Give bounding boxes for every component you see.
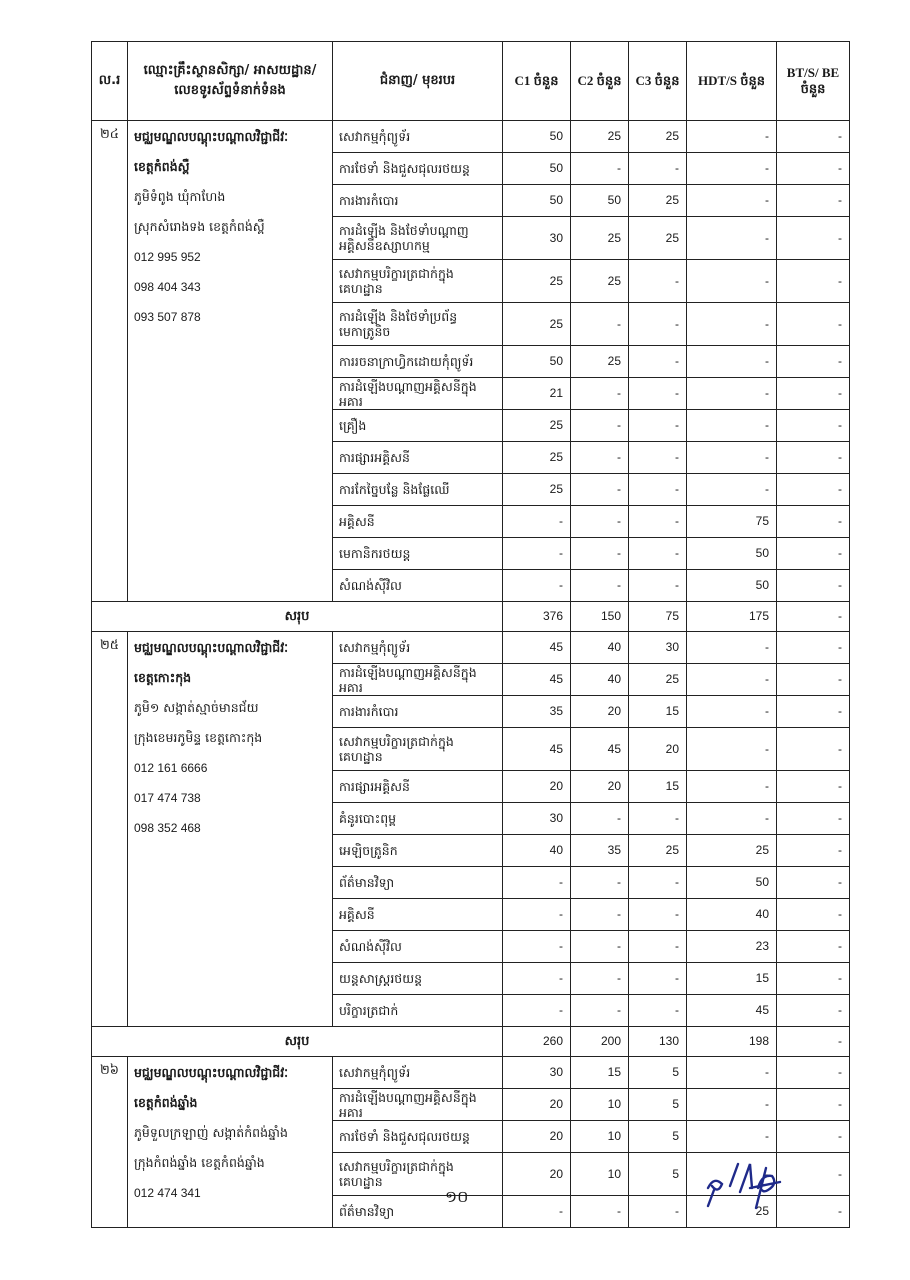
c3-count: 15 (629, 771, 687, 803)
bt-count: - (777, 931, 850, 963)
institution-cell (128, 121, 333, 602)
c1-count: 35 (503, 696, 571, 728)
c2-count: - (571, 538, 629, 570)
c3-count: - (629, 260, 687, 303)
training-table (91, 41, 850, 1228)
skill-cell: អគ្គិសនី (333, 899, 503, 931)
c2-count: - (571, 931, 629, 963)
hdt-count: - (687, 378, 777, 410)
c1-count: 40 (503, 835, 571, 867)
row-index: ២៤ (92, 121, 128, 602)
skill-cell: សេវាកម្មបរិក្ខារត្រជាក់ក្នុងគេហដ្ឋាន (333, 260, 503, 303)
c2-count: - (571, 378, 629, 410)
phone-number: 012 161 6666 (134, 761, 208, 775)
bt-count: - (777, 1153, 850, 1196)
hdt-count: - (687, 1057, 777, 1089)
c2-count: 20 (571, 696, 629, 728)
c2-count: - (571, 995, 629, 1027)
bt-count: - (777, 378, 850, 410)
c2-count: - (571, 442, 629, 474)
skill-cell: បរិក្ខារត្រជាក់ (333, 995, 503, 1027)
c1-count: 45 (503, 728, 571, 771)
bt-count: - (777, 442, 850, 474)
c3-count: - (629, 153, 687, 185)
bt-count: - (777, 867, 850, 899)
bt-count: - (777, 121, 850, 153)
c3-count: - (629, 303, 687, 346)
bt-count: - (777, 346, 850, 378)
phone-number: 012 474 341 (134, 1186, 201, 1200)
c1-count: 45 (503, 664, 571, 696)
c2-count: - (571, 410, 629, 442)
c3-count: - (629, 963, 687, 995)
hdt-count: - (687, 346, 777, 378)
c1-count: 30 (503, 217, 571, 260)
c3-count: - (629, 867, 687, 899)
address-line: ស្រុកសំរោងទង ខេត្តកំពង់ស្ពឺ (134, 219, 265, 234)
c3-count: - (629, 378, 687, 410)
institution-name: ខេត្តកំពង់ឆ្នាំង (134, 1095, 198, 1110)
bt-count: - (777, 260, 850, 303)
table-row (92, 121, 850, 153)
c1-count: - (503, 931, 571, 963)
header-hdt: HDT/S ចំនួន (687, 42, 777, 121)
c2-count: 25 (571, 121, 629, 153)
c2-count: - (571, 506, 629, 538)
c2-count: - (571, 570, 629, 602)
c1-count: - (503, 570, 571, 602)
c1-count: - (503, 538, 571, 570)
total-hdt: 175 (687, 602, 777, 632)
c1-count: 20 (503, 1089, 571, 1121)
c1-count: - (503, 1196, 571, 1228)
hdt-count: - (687, 771, 777, 803)
c3-count: - (629, 506, 687, 538)
skill-cell: អេឡិចត្រូនិក (333, 835, 503, 867)
bt-count: - (777, 1196, 850, 1228)
bt-count: - (777, 538, 850, 570)
c2-count: 45 (571, 728, 629, 771)
c2-count: 25 (571, 346, 629, 378)
c1-count: - (503, 506, 571, 538)
hdt-count: - (687, 185, 777, 217)
total-label: សរុប (92, 1027, 503, 1057)
hdt-count: - (687, 217, 777, 260)
c2-count: - (571, 867, 629, 899)
bt-count: - (777, 1089, 850, 1121)
c1-count: 20 (503, 1153, 571, 1196)
institution-cell (128, 1057, 333, 1228)
institution-name: មជ្ឈមណ្ឌលបណ្តុះបណ្តាលវិជ្ជាជីវៈ (134, 129, 289, 144)
c3-count: - (629, 931, 687, 963)
hdt-count: - (687, 1089, 777, 1121)
c3-count: 25 (629, 121, 687, 153)
header-institution: ឈ្មោះគ្រឹះស្ថានសិក្សា/ អាសយដ្ឋាន/ លេខទូរស័ព្ទទំនាក់ទំនង (128, 42, 333, 121)
c3-count: 25 (629, 835, 687, 867)
skill-cell: ការកែច្នៃបន្លែ និងផ្លែឈើ (333, 474, 503, 506)
table-row (92, 1057, 850, 1089)
institution-name: មជ្ឈមណ្ឌលបណ្តុះបណ្តាលវិជ្ជាជីវៈ (134, 1065, 289, 1080)
c3-count: 5 (629, 1089, 687, 1121)
bt-count: - (777, 1057, 850, 1089)
c2-count: 35 (571, 835, 629, 867)
hdt-count: - (687, 1121, 777, 1153)
bt-count: - (777, 185, 850, 217)
header-no: ល.រ (92, 42, 128, 121)
c2-count: 25 (571, 260, 629, 303)
c2-count: 20 (571, 771, 629, 803)
c1-count: 25 (503, 442, 571, 474)
c3-count: 25 (629, 664, 687, 696)
document-page (91, 41, 849, 1228)
c3-count: 5 (629, 1121, 687, 1153)
c3-count: - (629, 803, 687, 835)
c1-count: 25 (503, 260, 571, 303)
c3-count: - (629, 442, 687, 474)
c1-count: 30 (503, 1057, 571, 1089)
hdt-count: - (687, 442, 777, 474)
hdt-count: - (687, 121, 777, 153)
header-skill: ជំនាញ/ មុខរបរ (333, 42, 503, 121)
table-header-row (92, 42, 850, 121)
hdt-count: - (687, 410, 777, 442)
c3-count: - (629, 899, 687, 931)
hdt-count: - (687, 303, 777, 346)
c2-count: - (571, 153, 629, 185)
hdt-count: 40 (687, 899, 777, 931)
phone-number: 098 404 343 (134, 280, 201, 294)
c1-count: 50 (503, 185, 571, 217)
c1-count: 50 (503, 346, 571, 378)
c2-count: 40 (571, 664, 629, 696)
skill-cell: ព័ត៌មានវិទ្យា (333, 867, 503, 899)
c1-count: - (503, 867, 571, 899)
c1-count: - (503, 963, 571, 995)
total-c1: 260 (503, 1027, 571, 1057)
bt-count: - (777, 771, 850, 803)
c2-count: - (571, 899, 629, 931)
bt-count: - (777, 963, 850, 995)
bt-count: - (777, 1121, 850, 1153)
c3-count: 20 (629, 728, 687, 771)
c3-count: 30 (629, 632, 687, 664)
skill-cell: ការផ្សារអគ្គិសនី (333, 771, 503, 803)
skill-cell: គំនូរបោះពុម្ព (333, 803, 503, 835)
c1-count: 50 (503, 121, 571, 153)
hdt-count: 50 (687, 538, 777, 570)
header-bt: BT/S/ BE ចំនួន (777, 42, 850, 121)
bt-count: - (777, 303, 850, 346)
hdt-count: 50 (687, 867, 777, 899)
c3-count: - (629, 346, 687, 378)
bt-count: - (777, 506, 850, 538)
bt-count: - (777, 632, 850, 664)
hdt-count: - (687, 1153, 777, 1196)
hdt-count: - (687, 260, 777, 303)
skill-cell: សេវាកម្មបរិក្ខារត្រជាក់ក្នុងគេហដ្ឋាន (333, 1153, 503, 1196)
hdt-count: 25 (687, 1196, 777, 1228)
bt-count: - (777, 835, 850, 867)
c3-count: - (629, 995, 687, 1027)
c2-count: 50 (571, 185, 629, 217)
c1-count: 25 (503, 303, 571, 346)
skill-cell: ការងារកំបោរ (333, 185, 503, 217)
skill-cell: ការផ្សារអគ្គិសនី (333, 442, 503, 474)
c2-count: 10 (571, 1153, 629, 1196)
header-c1: C1 ចំនួន (503, 42, 571, 121)
c2-count: - (571, 474, 629, 506)
c1-count: 45 (503, 632, 571, 664)
skill-cell: ការថែទាំ និងជួសជុលរថយន្ត (333, 1121, 503, 1153)
c2-count: 25 (571, 217, 629, 260)
skill-cell: សេវាកម្មកុំព្យូទ័រ (333, 1057, 503, 1089)
c1-count: - (503, 995, 571, 1027)
row-index: ២៦ (92, 1057, 128, 1228)
phone-number: 012 995 952 (134, 250, 201, 264)
skill-cell: ការដំឡើង និងថែទាំប្រព័ន្ធមេកាត្រូនិច (333, 303, 503, 346)
total-c2: 200 (571, 1027, 629, 1057)
bt-count: - (777, 728, 850, 771)
c3-count: - (629, 1196, 687, 1228)
table-row (92, 632, 850, 664)
bt-count: - (777, 899, 850, 931)
row-index: ២៥ (92, 632, 128, 1027)
bt-count: - (777, 570, 850, 602)
total-c3: 130 (629, 1027, 687, 1057)
c1-count: 21 (503, 378, 571, 410)
bt-count: - (777, 995, 850, 1027)
c1-count: 25 (503, 410, 571, 442)
bt-count: - (777, 474, 850, 506)
skill-cell: អគ្គិសនី (333, 506, 503, 538)
hdt-count: - (687, 474, 777, 506)
hdt-count: - (687, 696, 777, 728)
c3-count: - (629, 570, 687, 602)
c1-count: 20 (503, 1121, 571, 1153)
total-hdt: 198 (687, 1027, 777, 1057)
c3-count: - (629, 538, 687, 570)
total-c3: 75 (629, 602, 687, 632)
c2-count: 10 (571, 1089, 629, 1121)
skill-cell: ព័ត៌មានវិទ្យា (333, 1196, 503, 1228)
hdt-count: 25 (687, 835, 777, 867)
skill-cell: មេកានិករថយន្ត (333, 538, 503, 570)
bt-count: - (777, 410, 850, 442)
c3-count: 5 (629, 1057, 687, 1089)
hdt-count: 50 (687, 570, 777, 602)
signature-icon (700, 1148, 820, 1218)
institution-name: មជ្ឈមណ្ឌលបណ្តុះបណ្តាលវិជ្ជាជីវៈ (134, 640, 289, 655)
address-line: ភូមិ១ សង្កាត់ស្មាច់មានជ័យ (134, 700, 259, 715)
table-body (92, 121, 850, 1228)
c2-count: 40 (571, 632, 629, 664)
hdt-count: - (687, 664, 777, 696)
skill-cell: ការងារកំបោរ (333, 696, 503, 728)
bt-count: - (777, 664, 850, 696)
skill-cell: យន្តសាស្ត្ររថយន្ត (333, 963, 503, 995)
phone-number: 098 352 468 (134, 821, 201, 835)
c3-count: 25 (629, 185, 687, 217)
skill-cell: គ្រឿង (333, 410, 503, 442)
total-label: សរុប (92, 602, 503, 632)
c1-count: - (503, 899, 571, 931)
institution-name: ខេត្តកោះកុង (134, 670, 192, 685)
institution-cell (128, 632, 333, 1027)
hdt-count: 75 (687, 506, 777, 538)
c2-count: 15 (571, 1057, 629, 1089)
total-bt: - (777, 1027, 850, 1057)
phone-number: 017 474 738 (134, 791, 201, 805)
skill-cell: ការដំឡើងបណ្តាញអគ្គិសនីក្នុងអគារ (333, 664, 503, 696)
page-number: ១០ (445, 1187, 469, 1206)
bt-count: - (777, 803, 850, 835)
c3-count: - (629, 474, 687, 506)
address-line: ក្រុងកំពង់ឆ្នាំង ខេត្តកំពង់ឆ្នាំង (134, 1155, 265, 1170)
skill-cell: ការរចនាក្រាហ្វិកដោយកុំព្យូទ័រ (333, 346, 503, 378)
address-line: ភូមិទួលក្រឡាញ់ សង្កាត់កំពង់ឆ្នាំង (134, 1125, 288, 1140)
institution-name: ខេត្តកំពង់ស្ពឺ (134, 159, 190, 174)
total-c1: 376 (503, 602, 571, 632)
bt-count: - (777, 696, 850, 728)
skill-cell: សេវាកម្មកុំព្យូទ័រ (333, 121, 503, 153)
c1-count: 25 (503, 474, 571, 506)
hdt-count: - (687, 728, 777, 771)
c2-count: - (571, 803, 629, 835)
skill-cell: ការដំឡើង និងថែទាំបណ្តាញអគ្គិសនីឧស្សាហកម្ម (333, 217, 503, 260)
c3-count: - (629, 410, 687, 442)
c3-count: 15 (629, 696, 687, 728)
c3-count: 5 (629, 1153, 687, 1196)
hdt-count: 45 (687, 995, 777, 1027)
skill-cell: សេវាកម្មកុំព្យូទ័រ (333, 632, 503, 664)
c2-count: 10 (571, 1121, 629, 1153)
total-row (92, 1027, 850, 1057)
c3-count: 25 (629, 217, 687, 260)
c1-count: 30 (503, 803, 571, 835)
header-c2: C2 ចំនួន (571, 42, 629, 121)
c2-count: - (571, 1196, 629, 1228)
skill-cell: ការដំឡើងបណ្តាញអគ្គិសនីក្នុងអគារ (333, 1089, 503, 1121)
bt-count: - (777, 217, 850, 260)
skill-cell: សេវាកម្មបរិក្ខារត្រជាក់ក្នុងគេហដ្ឋាន (333, 728, 503, 771)
header-c3: C3 ចំនួន (629, 42, 687, 121)
hdt-count: - (687, 153, 777, 185)
hdt-count: 15 (687, 963, 777, 995)
c1-count: 20 (503, 771, 571, 803)
bt-count: - (777, 153, 850, 185)
skill-cell: សំណង់ស៊ីវិល (333, 931, 503, 963)
skill-cell: ការថែទាំ និងជួសជុលរថយន្ត (333, 153, 503, 185)
c1-count: 50 (503, 153, 571, 185)
total-bt: - (777, 602, 850, 632)
skill-cell: ការដំឡើងបណ្តាញអគ្គិសនីក្នុងអគារ (333, 378, 503, 410)
c2-count: - (571, 303, 629, 346)
phone-number: 093 507 878 (134, 310, 201, 324)
address-line: ភូមិទំពូង ឃុំកាហែង (134, 189, 226, 204)
skill-cell: សំណង់ស៊ីវិល (333, 570, 503, 602)
total-row (92, 602, 850, 632)
hdt-count: 23 (687, 931, 777, 963)
address-line: ក្រុងខេមរភូមិន្ទ ខេត្តកោះកុង (134, 730, 263, 745)
hdt-count: - (687, 803, 777, 835)
c2-count: - (571, 963, 629, 995)
total-c2: 150 (571, 602, 629, 632)
hdt-count: - (687, 632, 777, 664)
